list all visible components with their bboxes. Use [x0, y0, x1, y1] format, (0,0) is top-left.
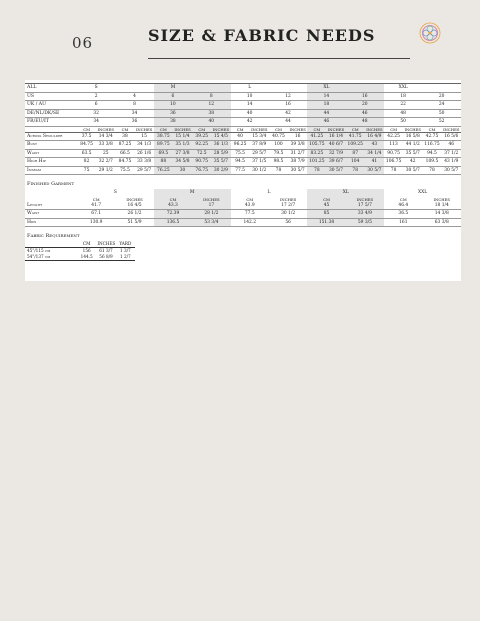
measurement-value: 30 5/7 [326, 166, 345, 175]
measurement-value: 75.5 [115, 166, 134, 175]
unit-label: INCHES [433, 196, 450, 202]
unit-label: CM [231, 126, 250, 132]
row-label: UK / AU [25, 101, 77, 110]
size-value: 44 [307, 109, 345, 118]
size-value: 6 [77, 101, 115, 110]
size-value: 38 [154, 118, 192, 127]
garment-value: 53 3/4 [192, 218, 230, 227]
garment-value: 30 1/2 [269, 210, 307, 219]
garment-value: 67.1 [77, 210, 115, 219]
size-value: 24 [422, 101, 461, 110]
size-value: 18 [307, 101, 345, 110]
garment-value: 18 1/4 [423, 202, 461, 210]
fabric-row [25, 254, 135, 261]
measurement-value: 26 1/6 [135, 149, 154, 158]
measurement-value: 35 1/3 [173, 141, 192, 150]
garment-value: 17 5/7 [346, 202, 384, 210]
unit-label: CM [154, 197, 192, 202]
measurement-value: 34 1/4 [365, 149, 384, 158]
garment-value: 136.5 [154, 218, 192, 227]
size-value: 10 [231, 92, 269, 101]
measurement-value: 15 3/4 [250, 132, 269, 141]
unit-label: CM [384, 126, 403, 132]
size-value [115, 84, 153, 93]
size-value [422, 84, 461, 93]
measurement-value: 34 1/3 [135, 141, 154, 150]
measurement-value: 39 3/8 [288, 141, 307, 150]
unit-label: CM [346, 126, 365, 132]
measurement-value: 83.25 [307, 149, 326, 158]
measurement-value: 94.5 [231, 158, 250, 167]
size-value: 48 [384, 109, 422, 118]
size-value: 36 [154, 109, 192, 118]
garment-value: 72.39 [154, 210, 192, 219]
size-value: 14 [307, 92, 345, 101]
row-label: 45"/115 cm [27, 248, 51, 253]
size-value: 22 [384, 101, 422, 110]
measurement-value: 15 [135, 132, 154, 141]
measurement-value: 29 5/7 [135, 166, 154, 175]
unit-label: INCHES [279, 196, 297, 202]
size-value: 52 [422, 118, 461, 127]
measurement-value: 30 5/7 [288, 166, 307, 175]
size-value: 16 [269, 101, 307, 110]
measurement-value: 82 [77, 158, 96, 167]
garment-value: 142.2 [231, 218, 269, 227]
measurement-value: 100 [269, 141, 288, 150]
fabric-value: 144.5 [77, 254, 96, 261]
size-value: 50 [384, 118, 422, 127]
measurement-value: 63.5 [77, 149, 96, 158]
page-title: SIZE & FABRIC NEEDS [148, 26, 376, 45]
measurement-value: 34 5/8 [173, 158, 192, 167]
measurement-row [25, 158, 461, 167]
measurement-value: 42 [403, 158, 422, 167]
measurement-value: 29 5/7 [250, 149, 269, 158]
size-row [25, 101, 461, 110]
flower-mandala-icon [419, 22, 441, 44]
size-header: L [267, 190, 271, 196]
size-value: M [154, 84, 192, 93]
size-value: 4 [115, 92, 153, 101]
size-value: 10 [154, 101, 192, 110]
fabric-value: 156 [82, 248, 91, 253]
measurement-value: 78 [307, 166, 326, 175]
unit-label: CM [422, 126, 441, 132]
measurement-row [25, 141, 461, 150]
measurement-value: 66.5 [115, 149, 134, 158]
size-value: 20 [422, 92, 461, 101]
size-value: 46 [346, 109, 384, 118]
measurement-value: 15 1/4 [173, 132, 192, 141]
measurement-value: 90.75 [192, 158, 211, 167]
measurement-value: 87 [346, 149, 365, 158]
measurement-value: 69.5 [154, 149, 173, 158]
size-value: 40 [231, 109, 269, 118]
measurement-value: 44 1/2 [403, 141, 422, 150]
garment-value: 56 [269, 218, 307, 227]
size-value: 42 [269, 109, 307, 118]
row-label: Across Shoulder [25, 132, 77, 141]
measurement-value: 42.25 [384, 132, 403, 141]
size-value: 40 [192, 118, 230, 127]
fabric-value: 56 8/9 [96, 254, 115, 261]
unit-label: CM [307, 126, 326, 132]
measurement-value: 38 [115, 132, 134, 141]
measurement-value: 16 [288, 132, 307, 141]
measurement-value: 27 3/8 [173, 149, 192, 158]
garment-value: 161 [384, 218, 422, 227]
size-row [25, 84, 461, 93]
size-value: 48 [346, 118, 384, 127]
size-value: L [231, 84, 269, 93]
unit-label: INCHES [97, 241, 116, 246]
size-header: M [154, 189, 231, 197]
measurement-value: 15 4/5 [211, 132, 230, 141]
finished-garment-table [25, 189, 461, 227]
measurement-value: 41.25 [307, 132, 326, 141]
measurement-value: 30 5/7 [403, 166, 422, 175]
measurement-value: 79.5 [269, 149, 288, 158]
unit-label: INCHES [443, 126, 460, 132]
measurement-value: 116.75 [424, 142, 440, 148]
unit-label: INCHES [97, 126, 114, 132]
row-label: Inseam [25, 166, 77, 175]
measurement-value: 76.75 [192, 166, 211, 175]
size-table [25, 83, 461, 175]
unit-label: INCHES [366, 126, 383, 132]
size-value: XL [307, 84, 345, 93]
unit-label: CM [269, 126, 288, 132]
measurement-value: 46 [442, 141, 461, 150]
row-label: Waist [25, 149, 77, 158]
size-value: 12 [192, 101, 230, 110]
size-value: S [77, 84, 115, 93]
measurement-value: 30 [173, 166, 192, 175]
size-row [25, 109, 461, 118]
measurement-value: 36 1/3 [211, 141, 230, 150]
fabric-value: 1 2/7 [116, 254, 135, 261]
measurement-value: 109.25 [347, 142, 363, 148]
size-header-row [25, 189, 461, 197]
unit-label: INCHES [327, 126, 345, 132]
measurement-value: 113 [384, 141, 403, 150]
measurement-value: 78 [269, 166, 288, 175]
garment-value: 43.9 [231, 202, 269, 210]
size-value: 16 [346, 92, 384, 101]
measurement-value: 105.75 [309, 142, 325, 148]
garment-value: 51 5/9 [115, 218, 153, 227]
measurement-value: 78 [346, 166, 365, 175]
size-value: 6 [154, 92, 192, 101]
size-row [25, 92, 461, 101]
measurement-value: 41.75 [346, 132, 365, 141]
measurement-value: 40 [231, 132, 250, 141]
garment-value: 33 4/9 [346, 210, 384, 219]
measurement-value: 16 1/4 [326, 132, 345, 141]
measurement-value: 89.75 [154, 141, 173, 150]
garment-value: 46.4 [384, 202, 422, 210]
garment-value: 14 3/8 [423, 210, 461, 219]
garment-value: 43.3 [154, 202, 192, 210]
measurement-value: 43 1/9 [442, 158, 461, 167]
garment-value: 16 4/5 [115, 202, 153, 210]
garment-value: 26 1/2 [115, 210, 153, 219]
measurement-value: 42.75 [422, 132, 441, 141]
row-label: High Hip [25, 158, 77, 167]
header-spacer [25, 189, 77, 197]
fabric-value: 1 3/7 [119, 248, 131, 253]
size-header: XXL [417, 190, 428, 196]
row-label: US [25, 92, 77, 101]
measurement-value: 32 2/7 [96, 158, 115, 167]
measurement-value: 30 2/9 [211, 166, 230, 175]
measurement-value: 92.25 [192, 141, 211, 150]
row-label: Bust [25, 141, 77, 150]
row-label: DE/NL/DK/SE [25, 109, 77, 118]
finished-garment-heading: Finished Garment [27, 181, 75, 187]
size-value: 42 [231, 118, 269, 127]
unit-label: CM [77, 241, 96, 248]
measurement-value: 39.25 [192, 132, 211, 141]
measurement-value: 78 [384, 166, 403, 175]
unit-label: INCHES [192, 197, 230, 202]
measurement-value: 37 1/2 [442, 149, 461, 158]
garment-value: 36.5 [384, 210, 422, 219]
measurement-value: 16 5/6 [442, 132, 461, 141]
measurement-value: 98.5 [269, 158, 288, 167]
measurement-value: 101.25 [309, 159, 325, 165]
garment-value: 45 [307, 202, 345, 210]
size-value: 44 [269, 118, 307, 127]
measurement-value: 35 5/7 [211, 158, 230, 167]
measurement-value: 30 5/7 [365, 166, 384, 175]
unit-label: INCHES [346, 197, 384, 202]
unit-label: INCHES [251, 126, 268, 132]
measurement-value: 28 5/9 [211, 149, 230, 158]
measurement-value: 37.5 [77, 132, 96, 141]
unit-label: CM [307, 197, 345, 202]
measurement-value: 38 7/9 [288, 158, 307, 167]
size-value: 2 [77, 92, 115, 101]
measurement-value: 88 [154, 158, 173, 167]
size-value: 50 [422, 109, 461, 118]
garment-value: 28 1/2 [192, 210, 230, 219]
measurement-row [25, 166, 461, 175]
title-underline [148, 58, 410, 59]
measurement-value: 31 2/7 [288, 149, 307, 158]
unit-label: CM [192, 126, 211, 132]
fabric-requirement-table [25, 241, 135, 261]
measurement-value: 33 3/8 [96, 141, 115, 150]
fabric-value: 61 3/7 [99, 248, 113, 253]
unit-label: CM [399, 196, 407, 202]
measurement-value: 84.75 [115, 158, 134, 167]
garment-value: 17 [192, 202, 230, 210]
size-value: 34 [115, 109, 153, 118]
size-value: 36 [115, 118, 153, 127]
garment-value: 85 [307, 210, 345, 219]
size-value: 14 [231, 101, 269, 110]
measurement-row [25, 132, 461, 141]
garment-value: 41.7 [77, 202, 115, 210]
size-value: 46 [307, 118, 345, 127]
size-value: 8 [192, 92, 230, 101]
measurement-value: 104 [346, 158, 365, 167]
fabric-requirement-heading: Fabric Requirement [27, 233, 80, 239]
measurement-value: 41 [365, 158, 384, 167]
size-value [346, 84, 384, 93]
unit-label: INCHES [135, 126, 153, 132]
measurement-value: 29 1/2 [96, 166, 115, 175]
garment-row [25, 210, 461, 219]
garment-row [25, 218, 461, 227]
size-value: 8 [115, 101, 153, 110]
garment-value: 59 3/5 [346, 218, 384, 227]
measurement-row [25, 149, 461, 158]
measurement-value: 30 5/7 [442, 166, 461, 175]
row-label: 54"/137 cm [25, 254, 77, 261]
measurement-value: 76.25 [154, 166, 173, 175]
size-value: 20 [346, 101, 384, 110]
unit-label: CM [92, 196, 100, 202]
size-value: 18 [384, 92, 422, 101]
size-value: 38 [192, 109, 230, 118]
measurement-value: 96.25 [231, 141, 250, 150]
garment-row [25, 202, 461, 210]
row-label: Length [25, 202, 77, 210]
measurement-value: 77.5 [231, 166, 250, 175]
garment-value: 63 3/8 [423, 218, 461, 227]
garment-value: 77.5 [231, 210, 269, 219]
measurement-value: 25 [96, 149, 115, 158]
measurement-value: 37 8/9 [250, 141, 269, 150]
unit-label: YARD [116, 241, 135, 248]
unit-label: CM [246, 196, 254, 202]
measurement-value: 109.5 [422, 158, 441, 167]
measurement-value: 72.5 [192, 149, 211, 158]
size-value: 34 [77, 118, 115, 127]
measurement-value: 38.75 [154, 132, 173, 141]
measurement-value: 106.75 [385, 159, 402, 165]
measurement-value: 90.75 [384, 149, 403, 158]
measurement-value: 33 3/8 [135, 158, 154, 167]
size-value [192, 84, 230, 93]
measurement-value: 78 [422, 166, 441, 175]
measurement-value: 16 5/8 [403, 132, 422, 141]
size-value: 12 [269, 92, 307, 101]
unit-label: INCHES [126, 196, 143, 202]
unit-label: INCHES [212, 126, 230, 132]
measurement-value: 35 5/7 [403, 149, 422, 158]
size-value [269, 84, 307, 93]
unit-label: CM [115, 126, 134, 132]
garment-value: 151.38 [307, 218, 345, 227]
unit-label: INCHES [289, 126, 306, 132]
measurement-value: 94.5 [422, 149, 441, 158]
garment-value: 130.9 [77, 218, 115, 227]
page-number: 06 [72, 34, 94, 52]
measurement-value: 16 4/9 [365, 132, 384, 141]
garment-value: 17 2/7 [269, 202, 307, 210]
row-label: Waist [25, 210, 77, 219]
size-header: XL [307, 189, 384, 197]
unit-label: CM [77, 126, 96, 132]
size-row [25, 118, 461, 127]
measurement-value: 14 3/4 [96, 132, 115, 141]
measurement-value: 37 1/5 [250, 158, 269, 167]
measurement-value: 87.25 [115, 141, 134, 150]
measurement-value: 84.75 [77, 141, 96, 150]
measurement-value: 40 6/7 [326, 141, 345, 150]
unit-label: INCHES [404, 126, 421, 132]
measurement-value: 39 6/7 [326, 158, 345, 167]
measurement-value: 32 7/9 [326, 149, 345, 158]
size-value: XXL [384, 84, 422, 93]
unit-label: CM [154, 126, 173, 132]
unit-label: INCHES [174, 126, 191, 132]
measurement-value: 30 1/2 [250, 166, 269, 175]
measurement-value: 75 [77, 166, 96, 175]
measurement-value: 75.5 [231, 149, 250, 158]
row-label: FR/EU/IT [25, 118, 77, 127]
size-chart-card [25, 80, 461, 281]
size-value: 32 [77, 109, 115, 118]
row-label: Hips [25, 218, 77, 227]
row-label: ALL [25, 84, 77, 93]
measurement-value: 40.75 [269, 132, 288, 141]
measurement-value: 43 [365, 141, 384, 150]
size-header: S [113, 190, 117, 196]
